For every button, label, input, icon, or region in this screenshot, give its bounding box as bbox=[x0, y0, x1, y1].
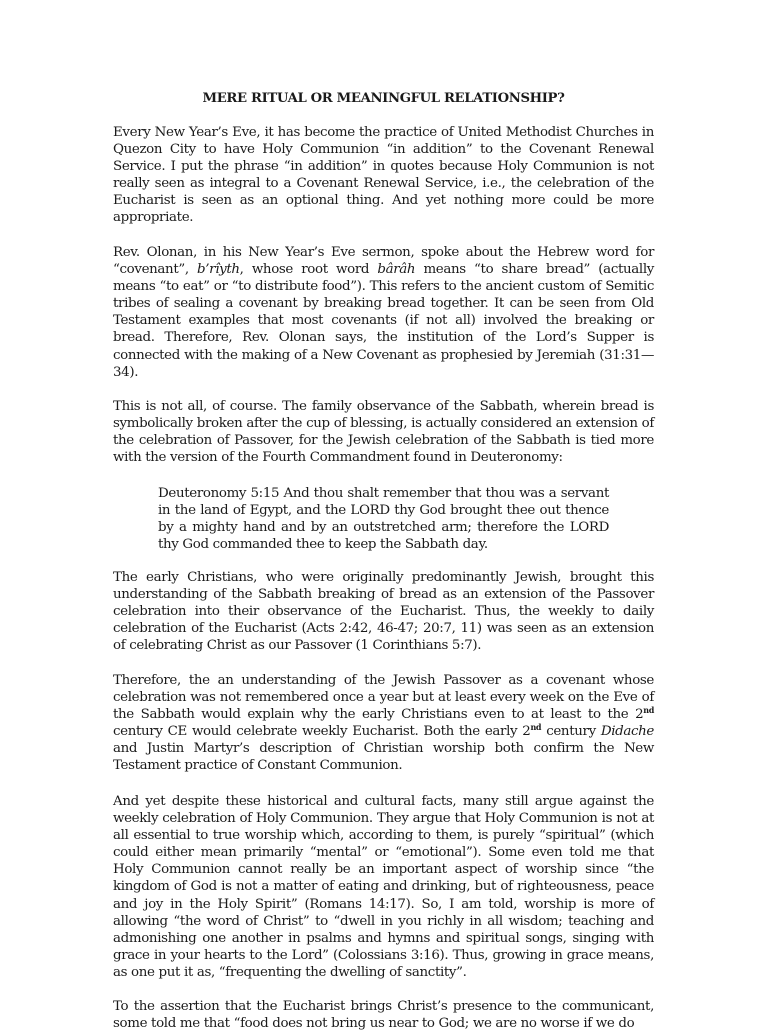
paragraph-passover-text-b: century CE would celebrate weekly Eucharist. Both the early 2 bbox=[113, 724, 531, 740]
block-quote-deuteronomy: Deuteronomy 5:15 And thou shalt remember that thou was a servant in the land of Egypt, and the LORD thy God brought thee out thence by a mighty hand and by an outstretched arm; therefore the LORD thy God commanded thee to keep the Sabbath day. bbox=[158, 486, 609, 553]
paragraph-intro: Every New Year’s Eve, it has become the practice of United Methodist Churches in Quezon City to have Holy Communion “in addition” to the Covenant Renewal Service. I put the phrase “in addition” in quotes because Holy Communion is not really seen as integral to a Covenant Renewal Service, i.e., the celebration of the Eucharist is seen as an optional thing. And yet nothing more could be more appropriate. bbox=[113, 125, 654, 226]
hebrew-word-briyth: b’rîyth bbox=[197, 262, 240, 278]
document-title: MERE RITUAL OR MEANINGFUL RELATIONSHIP? bbox=[202, 91, 565, 106]
didache-title: Didache bbox=[600, 724, 654, 740]
paragraph-sabbath: This is not all, of course. The family observance of the Sabbath, wherein bread is symbolically broken after the cup of blessing, is actually considered an extension of the celebration of Passover, for the Jewish celebration of the Sabbath is tied more with the version of the Fourth Commandment found in Deuteronomy: bbox=[113, 399, 654, 466]
hebrew-word-barah: bârâh bbox=[377, 262, 416, 278]
ordinal-suffix: nd bbox=[530, 722, 542, 733]
paragraph-covenant bbox=[113, 244, 654, 381]
paragraph-covenant-text-c: means “to share bread” (actually means “to eat” or “to distribute food”). This refers to the ancient custom of Semitic tribes of sealing a covenant by breaking bread together. It can be seen from Old Testament examples that most covenants (if not all) involved the breaking or bread. Therefore, Rev. Olonan says, the institution of the Lord’s Supper is connected with the making of a New Covenant as prophesied by Jeremiah (31:31—34). bbox=[113, 262, 654, 380]
paragraph-passover-text-d: and Justin Martyr’s description of Christian worship both confirm the New Testament practice of Constant Communion. bbox=[113, 741, 654, 774]
paragraph-covenant-text-b: , whose root word bbox=[239, 262, 378, 278]
paragraph-presence: To the assertion that the Eucharist brings Christ’s presence to the communicant, some told me that “food does not bring us near to God; we are no worse if we do bbox=[113, 999, 654, 1032]
ordinal-suffix: nd bbox=[643, 705, 654, 716]
paragraph-passover-text-a: Therefore, the an understanding of the Jewish Passover as a covenant whose celebration was not remembered once a year but at least every week on the Eve of the Sabbath would explain why the early Christians even to at least to the 2 bbox=[113, 673, 654, 723]
paragraph-covenant-text-a: Rev. Olonan, in his New Year’s Eve sermon, spoke about the Hebrew word for “covenant”, bbox=[113, 245, 654, 278]
paragraph-objections: And yet despite these historical and cultural facts, many still argue against the weekly celebration of Holy Communion. They argue that Holy Communion is not at all essential to true worship which, according to them, is purely “spiritual” (which could either mean primarily “mental” or “emotional”). Some even told me that Holy Communion cannot really be an important aspect of worship since “the kingdom of God is not a matter of eating and drinking, but of righteousness, peace and joy in the Holy Spirit” (Romans 14:17). So, I am told, worship is more of allowing “the word of Christ” to “dwell in you richly in all wisdom; teaching and admonishing one another in psalms and hymns and spiritual songs, singing with grace in your hearts to the Lord” (Colossians 3:16). Thus, growing in grace means, as one put it as, “frequenting the dwelling of sanctity”. bbox=[113, 794, 654, 980]
paragraph-passover-covenant bbox=[113, 672, 654, 775]
paragraph-early-christians: The early Christians, who were originally predominantly Jewish, brought this understanding of the Sabbath breaking of bread as an extension of the Passover celebration into their observance of the Eucharist. Thus, the weekly to daily celebration of the Eucharist (Acts 2:42, 46-47; 20:7, 11) was seen as an extension of celebrating Christ as our Passover (1 Corinthians 5:7). bbox=[113, 570, 654, 654]
paragraph-passover-text-c: century bbox=[541, 724, 601, 740]
